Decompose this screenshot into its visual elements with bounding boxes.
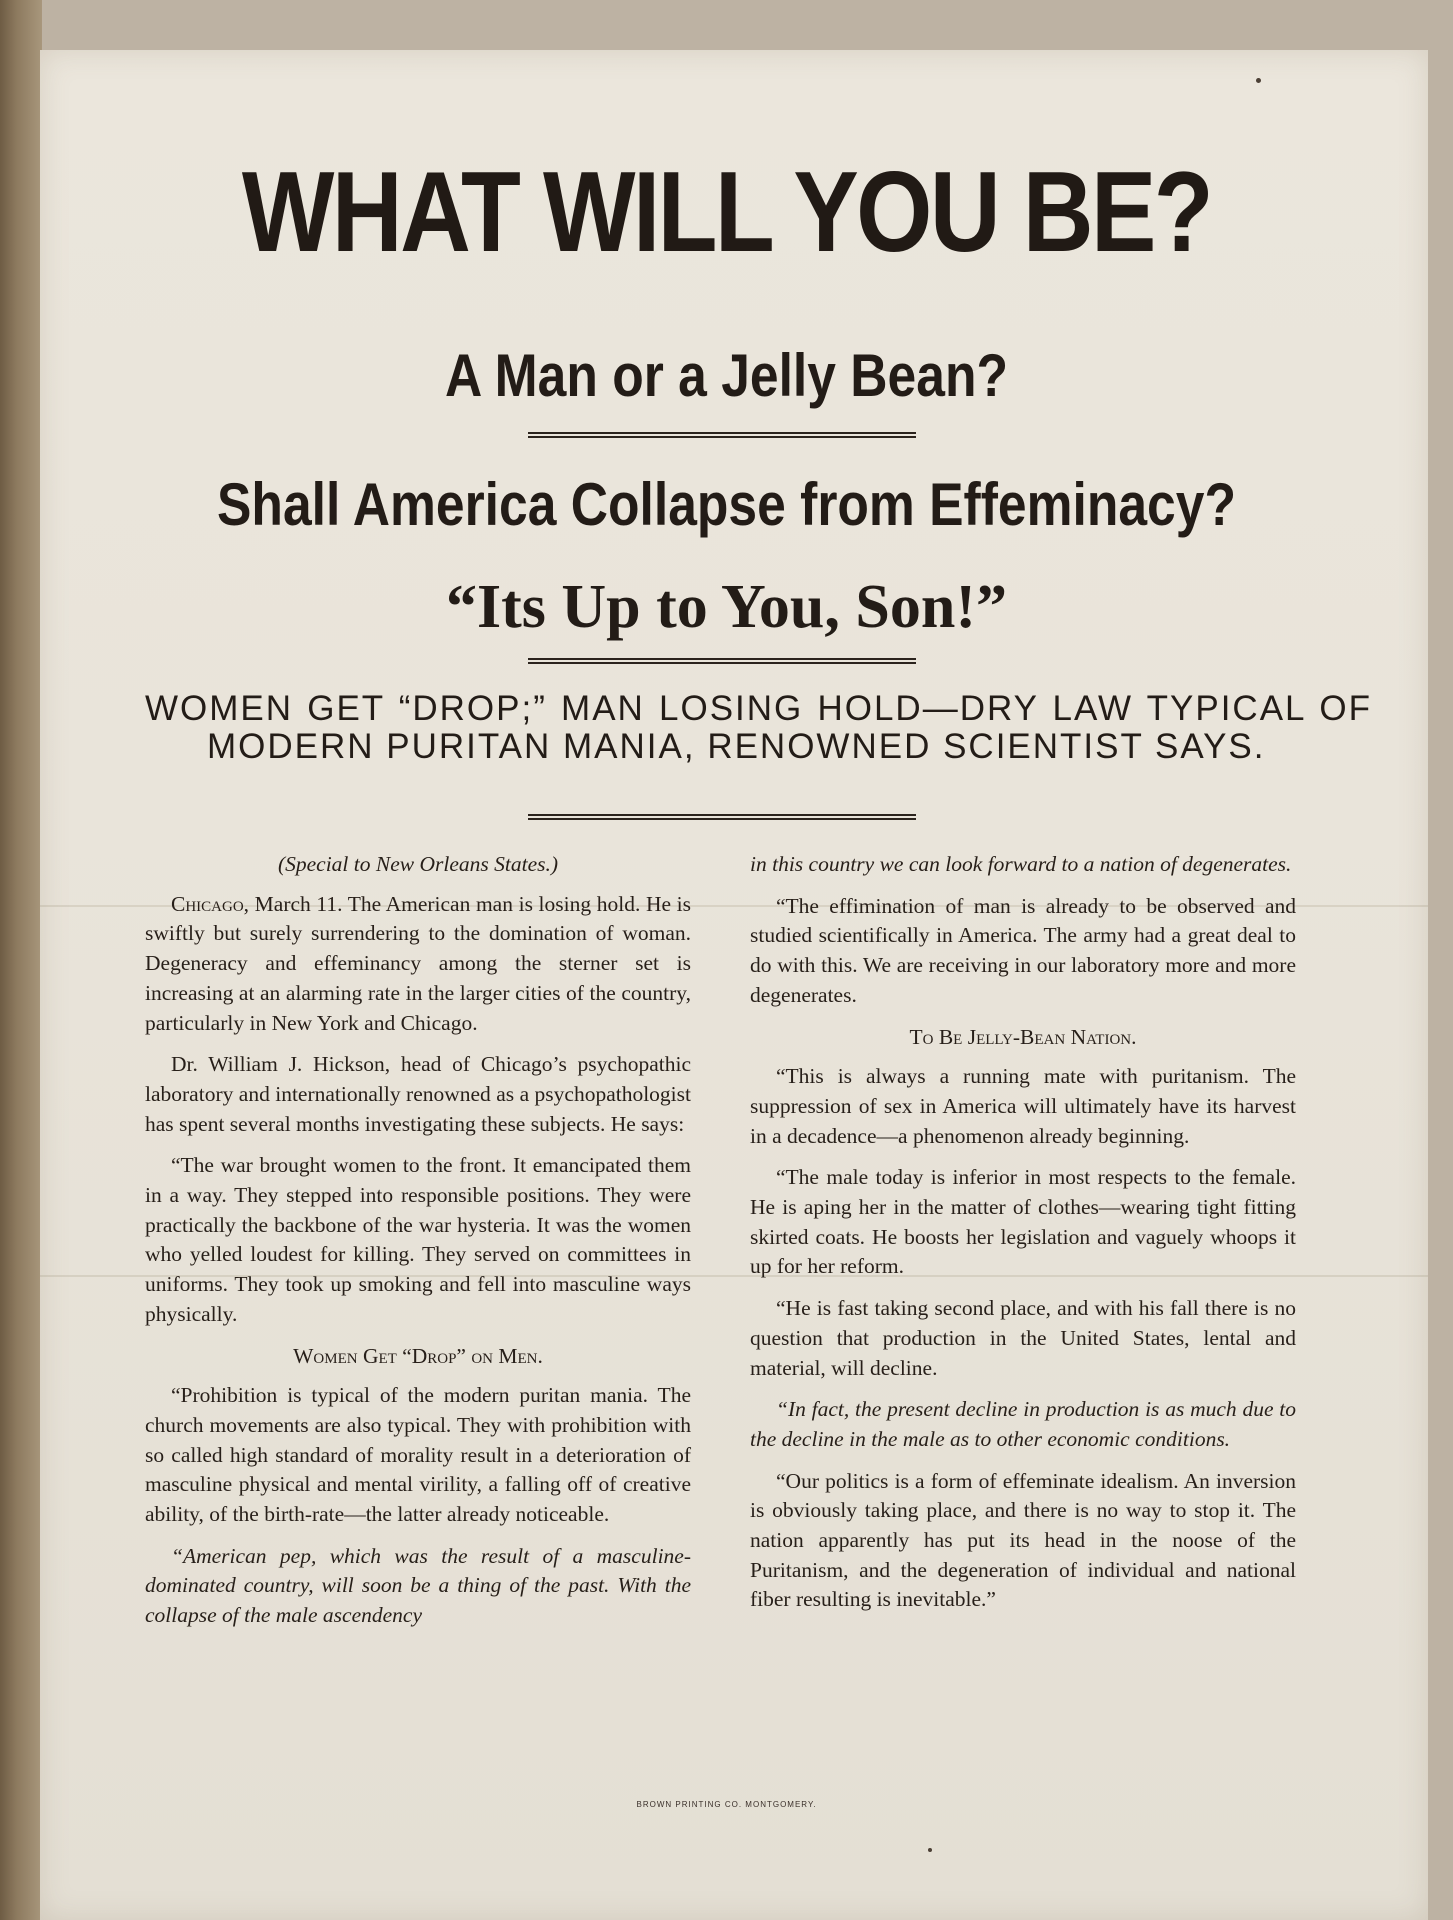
subhead-man-or-jelly-bean: A Man or a Jelly Bean? bbox=[444, 342, 1008, 409]
article-paragraph: “This is always a running mate with puritanism. The suppression of sex in America will ultimately have its harvest in a decadence—a phenomenon already beginning. bbox=[750, 1064, 1296, 1148]
subhead-america-collapse: Shall America Collapse from Effeminacy? bbox=[217, 471, 1236, 538]
paragraph-text: The American man is losing hold. He is swiftly but surely surrendering to the domination of woman. Degeneracy and effeminancy among the sterner set is increasing at an alarming rate in the larger cities of the country, particularly in New York and Chicago. bbox=[145, 891, 691, 1035]
article-paragraph-italic: in this country we can look forward to a nation of degenerates. bbox=[750, 852, 1292, 876]
article-paragraph: “The war brought women to the front. It emancipated them in a way. They stepped into responsible positions. They were practically the backbone of the war hysteria. It was the women who yelled loudest for killing. They served on committees in uniforms. They took up smoking and fell into masculine ways physically. bbox=[145, 1153, 691, 1326]
dateline-city: Chicago, bbox=[171, 891, 250, 916]
section-subhead: Women Get “Drop” on Men. bbox=[293, 1343, 543, 1368]
headline: WHAT WILL YOU BE? bbox=[241, 149, 1212, 276]
subhead-up-to-you: “Its Up to You, Son!” bbox=[446, 573, 1007, 641]
byline: (Special to New Orleans States.) bbox=[277, 852, 559, 876]
article-paragraph: “He is fast taking second place, and with his fall there is no question that production in the United States, lental and material, will decline. bbox=[750, 1296, 1296, 1380]
article-paragraph: “The effimination of man is already to be observed and studied scientifically in America. The army had a great deal to do with this. We are receiving in our laboratory more and more degenerates. bbox=[750, 893, 1296, 1007]
ink-speck bbox=[1256, 78, 1261, 83]
double-rule bbox=[528, 432, 916, 438]
article-paragraph-italic: “In fact, the present decline in production is as much due to the decline in the male as to other economic conditions. bbox=[750, 1397, 1296, 1451]
article-column-right bbox=[750, 850, 1296, 1627]
article-paragraph: “The male today is inferior in most respects to the female. He is aping her in the matter of clothes—wearing tight fitting skirted coats. He boosts her legislation and vaguely whoops it up for her reform. bbox=[750, 1165, 1296, 1279]
article-paragraph bbox=[145, 890, 691, 1039]
article-column-left bbox=[145, 850, 691, 1643]
ink-speck bbox=[928, 1848, 932, 1852]
dateline-date: March 11. bbox=[249, 891, 343, 916]
double-rule bbox=[528, 658, 916, 664]
printer-credit: BROWN PRINTING CO. MONTGOMERY. bbox=[636, 1800, 817, 1809]
deck-headline: WOMEN GET “DROP;” MAN LOSING HOLD—DRY LAW TYPICAL OF MODERN PURITAN MANIA, RENOWNED SCIENTIST SAYS. bbox=[145, 689, 1372, 766]
double-rule bbox=[528, 814, 916, 820]
article-paragraph: “Our politics is a form of effeminate idealism. An inversion is obviously taking place, and there is no way to stop it. The nation apparently has put its head in the noose of the Puritanism, and the degeneration of individual and national fiber resulting is inevitable.” bbox=[750, 1468, 1296, 1612]
article-paragraph: Dr. William J. Hickson, head of Chicago’s psychopathic laboratory and internationally renowned as a psychopathologist has spent several months investigating these subjects. He says: bbox=[145, 1052, 691, 1136]
section-subhead: To Be Jelly-Bean Nation. bbox=[909, 1024, 1137, 1049]
article-paragraph-italic: “American pep, which was the result of a masculine-dominated country, will soon be a thing of the past. With the collapse of the male ascendency bbox=[145, 1543, 691, 1628]
article-paragraph: “Prohibition is typical of the modern puritan mania. The church movements are also typical. They with prohibition with so called high standard of morality result in a deterioration of masculine physical and mental virility, a falling off of creative ability, of the birth-rate—the latter already noticeable. bbox=[145, 1383, 691, 1527]
binding-edge bbox=[0, 0, 42, 1920]
